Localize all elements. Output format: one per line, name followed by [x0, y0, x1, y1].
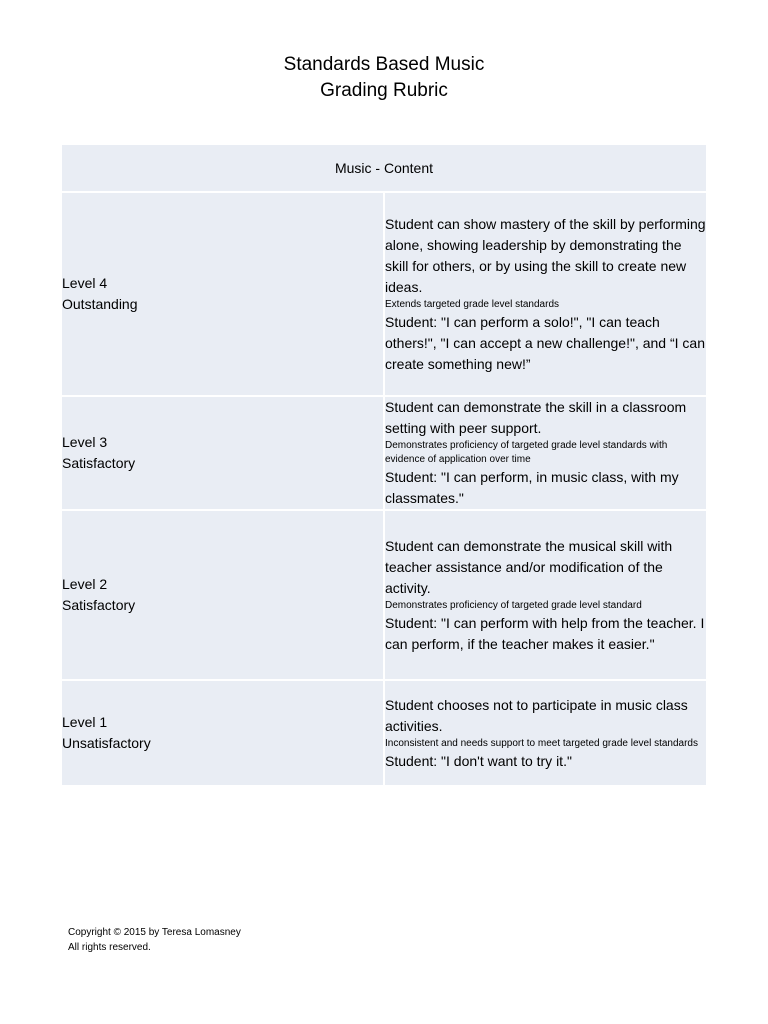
- level-rating: Outstanding: [62, 296, 138, 312]
- level-label: Level 4: [62, 275, 108, 291]
- description-cell: [384, 680, 707, 786]
- level-rating: Satisfactory: [62, 597, 136, 613]
- level-description: Student can show mastery of the skill by performing alone, showing leadership by demonstrating the skill for others, or by using the skill to create new ideas.: [385, 215, 706, 295]
- level-description: Student chooses not to participate in music class activities.: [385, 696, 688, 734]
- standard-note: Demonstrates proficiency of targeted grade level standards with evidence of application over time: [385, 440, 668, 465]
- table-header: Music - Content: [61, 144, 707, 192]
- table-row-level-1: [61, 680, 707, 786]
- copyright-footer: [68, 925, 241, 955]
- level-label: Level 2: [62, 576, 108, 592]
- title-line-1: Standards Based Music: [283, 54, 485, 75]
- level-cell: [61, 680, 384, 786]
- table-row-level-4: [61, 192, 707, 396]
- table-header-row: [61, 144, 707, 192]
- description-cell: [384, 396, 707, 510]
- title-line-2: Grading Rubric: [320, 80, 448, 101]
- level-description: Student can demonstrate the musical skill with teacher assistance and/or modification of the activity.: [385, 537, 673, 596]
- standard-note: Demonstrates proficiency of targeted grade level standard: [385, 599, 642, 611]
- level-rating: Unsatisfactory: [62, 735, 151, 751]
- description-cell: [384, 192, 707, 396]
- level-rating: Satisfactory: [62, 455, 136, 471]
- level-description: Student can demonstrate the skill in a classroom setting with peer support.: [385, 399, 687, 436]
- student-quote: Student: "I can perform, in music class, with my classmates.": [385, 469, 679, 506]
- copyright-text: Copyright © 2015 by Teresa Lomasney: [68, 927, 241, 938]
- level-cell: [61, 510, 384, 680]
- rights-text: All rights reserved.: [68, 942, 151, 953]
- page-title: [0, 52, 768, 104]
- description-cell: [384, 510, 707, 680]
- student-quote: Student: "I can perform with help from the teacher. I can perform, if the teacher makes it easier.": [385, 614, 705, 652]
- level-cell: [61, 192, 384, 396]
- student-quote: Student: "I can perform a solo!", "I can teach others!", "I can accept a new challenge!", and “I can create something new!”: [385, 313, 705, 372]
- table-row-level-2: [61, 510, 707, 680]
- rubric-table: [60, 143, 708, 787]
- level-cell: [61, 396, 384, 510]
- standard-note: Extends targeted grade level standards: [385, 298, 559, 310]
- table-row-level-3: [61, 396, 707, 510]
- level-label: Level 3: [62, 434, 108, 450]
- standard-note: Inconsistent and needs support to meet targeted grade level standards: [385, 737, 698, 749]
- student-quote: Student: "I don't want to try it.": [385, 752, 572, 769]
- level-label: Level 1: [62, 714, 108, 730]
